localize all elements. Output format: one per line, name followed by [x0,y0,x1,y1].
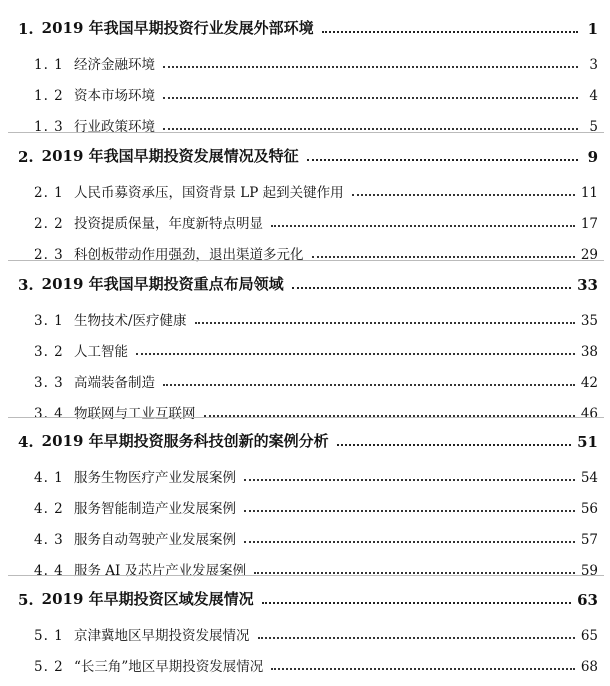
toc-title: 资本市场环境 [74,88,155,104]
toc-number: 3. 1 [34,313,64,329]
toc-number: 5. 2 [34,659,64,675]
toc-title: 服务生物医疗产业发展案例 [74,470,236,486]
toc-title: 服务 AI 及芯片产业发展案例 [74,563,247,579]
toc-page-number: 63 [577,591,598,609]
dot-leader [163,66,578,68]
toc-number: 3. 2 [34,344,64,360]
dot-leader [244,479,575,481]
toc-title: 科创板带动作用强劲，退出渠道多元化 [74,247,304,263]
toc-section[interactable] [0,270,610,294]
toc-number: 1. 1 [34,57,64,73]
dot-leader [262,602,571,604]
toc-title: 京津冀地区早期投资发展情况 [74,628,250,644]
toc-number: 4. [18,433,34,451]
toc-page-number: 9 [587,148,598,166]
toc-title: 经济金融环境 [74,57,155,73]
toc-number: 4. 2 [34,501,64,517]
toc-number: 2. [18,148,34,166]
dot-leader [136,353,575,355]
toc-page-number: 65 [580,628,598,644]
toc-title: 2019 年我国早期投资重点布局领域 [41,275,284,293]
toc-title: 行业政策环境 [74,119,155,135]
toc-page-number: 57 [580,532,598,548]
toc-entry[interactable] [0,367,610,391]
toc-number: 5. 1 [34,628,64,644]
toc-page-number: 3 [589,57,598,73]
toc-page-number: 11 [580,185,598,201]
toc-section[interactable] [0,142,610,166]
dot-leader [244,510,575,512]
dot-leader [271,225,575,227]
toc-entry[interactable] [0,336,610,360]
toc-entry[interactable] [0,177,610,201]
toc-number: 4. 1 [34,470,64,486]
toc-page-number: 4 [589,88,598,104]
toc-number: 2. 2 [34,216,64,232]
toc-title: 2019 年我国早期投资发展情况及特征 [41,147,299,165]
toc-title: 投资提质保量，年度新特点明显 [74,216,263,232]
dot-leader [322,31,578,33]
toc-page-number: 54 [580,470,598,486]
dot-leader [307,159,578,161]
dot-leader [258,637,575,639]
dot-leader [271,668,575,670]
toc-number: 1. 3 [34,119,64,135]
toc-number: 3. [18,276,34,294]
toc-page-number: 56 [580,501,598,517]
toc-title: “长三角”地区早期投资发展情况 [74,659,264,675]
toc-title: 高端装备制造 [74,375,155,391]
dot-leader [163,128,578,130]
toc-number: 2. 1 [34,185,64,201]
dot-leader [195,322,575,324]
section-divider [8,260,604,261]
toc-number: 3. 3 [34,375,64,391]
toc-entry[interactable] [0,462,610,486]
toc-title: 2019 年我国早期投资行业发展外部环境 [41,19,314,37]
toc-number: 1. [18,20,34,38]
dot-leader [312,256,575,258]
toc-page-number: 51 [577,433,598,451]
section-divider [8,132,604,133]
toc-number: 3. 4 [34,406,64,422]
toc-title: 物联网与工业互联网 [74,406,196,422]
toc-page-number: 1 [587,20,598,38]
toc-number: 5. [18,591,34,609]
toc-title: 人工智能 [74,344,128,360]
toc-number: 4. 4 [34,563,64,579]
toc-entry[interactable] [0,398,610,422]
toc-page-number: 59 [580,563,598,579]
dot-leader [352,194,575,196]
dot-leader [292,287,571,289]
toc-entry[interactable] [0,620,610,644]
toc-entry[interactable] [0,208,610,232]
toc-title: 生物技术/医疗健康 [74,313,187,329]
dot-leader [244,541,575,543]
toc-page-number: 68 [580,659,598,675]
toc-title: 服务自动驾驶产业发展案例 [74,532,236,548]
dot-leader [163,384,575,386]
dot-leader [337,444,571,446]
section-divider [8,417,604,418]
toc-entry[interactable] [0,80,610,104]
toc-page-number: 17 [580,216,598,232]
toc-page-number: 46 [580,406,598,422]
section-divider [8,575,604,576]
toc-section[interactable] [0,427,610,451]
toc-page-number: 29 [580,247,598,263]
toc-number: 4. 3 [34,532,64,548]
toc-number: 2. 3 [34,247,64,263]
toc-page-number: 35 [580,313,598,329]
toc-page-number: 38 [580,344,598,360]
toc-page-number: 33 [577,276,598,294]
toc-title: 服务智能制造产业发展案例 [74,501,236,517]
toc-page-number: 42 [580,375,598,391]
toc-title: 人民币募资承压，国资背景 LP 起到关键作用 [74,185,344,201]
toc-section[interactable] [0,14,610,38]
toc-entry[interactable] [0,524,610,548]
toc-title: 2019 年早期投资区域发展情况 [41,590,254,608]
toc-entry[interactable] [0,305,610,329]
dot-leader [254,572,575,574]
toc-title: 2019 年早期投资服务科技创新的案例分析 [41,432,329,450]
toc-page-number: 5 [589,119,598,135]
toc-entry[interactable] [0,49,610,73]
toc-number: 1. 2 [34,88,64,104]
toc-entry[interactable] [0,493,610,517]
toc-entry[interactable] [0,651,610,675]
dot-leader [163,97,578,99]
toc-section[interactable] [0,585,610,609]
